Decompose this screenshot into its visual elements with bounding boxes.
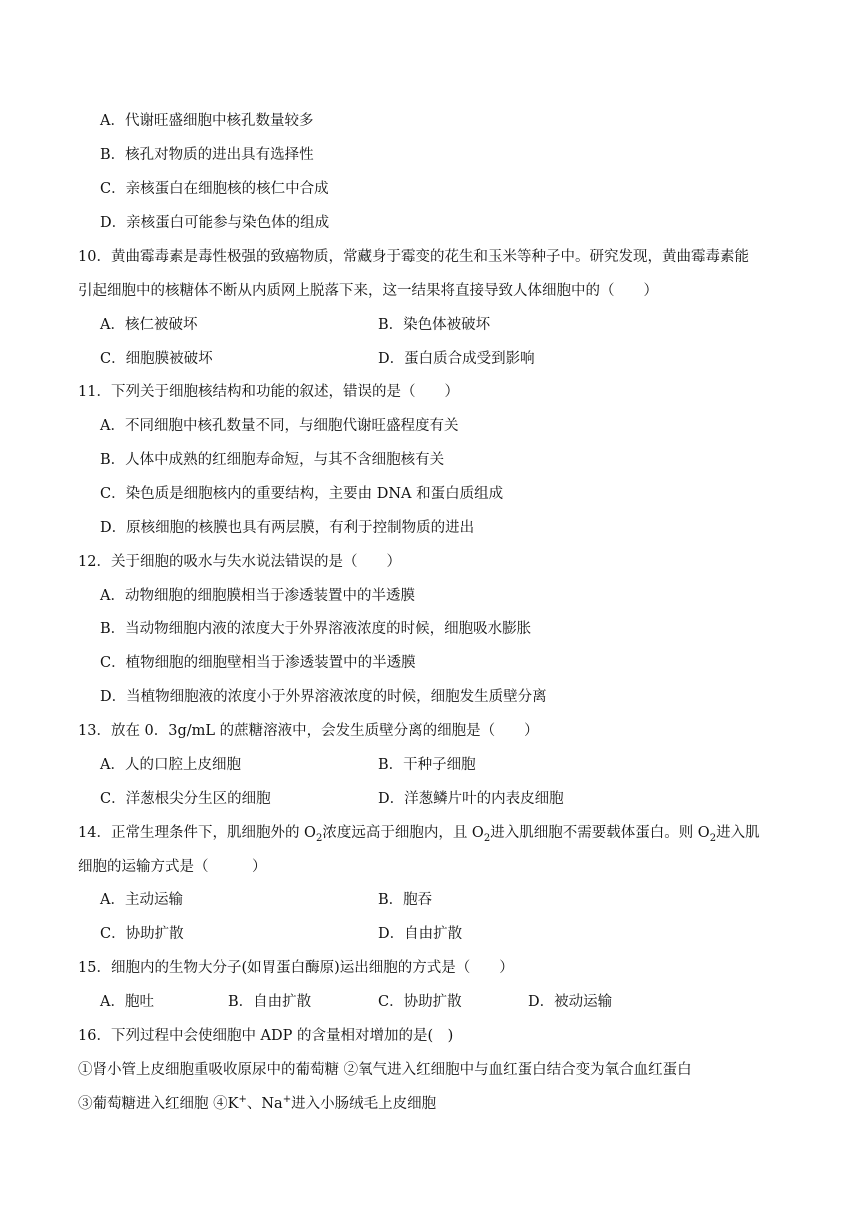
q13-option-c: C．洋葱根尖分生区的细胞	[100, 791, 271, 807]
q9-option-d: D．亲核蛋白可能参与染色体的组成	[100, 215, 330, 231]
q15-option-c: C．协助扩散	[378, 994, 462, 1010]
q16-items-1-2: ①肾小管上皮细胞重吸收原尿中的葡萄糖 ②氧气进入红细胞中与血红蛋白结合变为氧合血红蛋白	[78, 1062, 692, 1078]
q15-option-d: D．被动运输	[528, 994, 613, 1010]
q13-option-b: B．干种子细胞	[378, 757, 476, 773]
q14-text-4: 进入肌	[716, 825, 760, 841]
q10-option-b: B．染色体被破坏	[378, 317, 491, 333]
q9-option-c: C．亲核蛋白在细胞核的核仁中合成	[100, 181, 329, 197]
q14-text-2: 浓度远高于细胞内，且 O	[322, 825, 484, 841]
q14-sub-2: 2	[483, 832, 491, 844]
q15-option-b: B．自由扩散	[228, 994, 312, 1010]
q10-option-a: A．核仁被破坏	[100, 317, 198, 333]
q13-option-d: D．洋葱鳞片叶的内表皮细胞	[378, 791, 564, 807]
q14-text-1: 14．正常生理条件下，肌细胞外的 O	[78, 825, 316, 841]
q12-option-b: B．当动物细胞内液的浓度大于外界溶液浓度的时候，细胞吸水膨胀	[100, 621, 532, 637]
q10-stem-line1: 10．黄曲霉毒素是毒性极强的致癌物质，常藏身于霉变的花生和玉米等种子中。研究发现，黄曲霉毒素能	[78, 249, 749, 265]
q16-sup-2: +	[282, 1094, 292, 1106]
q13-stem: 13．放在 0．3g/mL 的蔗糖溶液中，会发生质壁分离的细胞是（ ）	[78, 723, 539, 739]
q11-option-c: C．染色质是细胞核内的重要结构，主要由 DNA 和蛋白质组成	[100, 486, 504, 502]
q10-option-d: D．蛋白质合成受到影响	[378, 351, 535, 367]
q15-option-a: A．胞吐	[100, 994, 154, 1010]
q16-sup-1: +	[238, 1094, 247, 1106]
q16-text-1: ③葡萄糖进入红细胞 ④K	[78, 1096, 239, 1112]
q16-text-3: 进入小肠绒毛上皮细胞	[291, 1096, 437, 1112]
q15-stem: 15．细胞内的生物大分子(如胃蛋白酶原)运出细胞的方式是（ ）	[78, 960, 514, 976]
q10-option-c: C．细胞膜被破坏	[100, 351, 213, 367]
q12-option-d: D．当植物细胞液的浓度小于外界溶液浓度的时候，细胞发生质壁分离	[100, 689, 547, 705]
q9-option-a: A．代谢旺盛细胞中核孔数量较多	[100, 113, 314, 129]
q16-stem: 16．下列过程中会使细胞中 ADP 的含量相对增加的是( )	[78, 1028, 454, 1044]
q12-option-c: C．植物细胞的细胞壁相当于渗透装置中的半透膜	[100, 655, 416, 671]
q14-option-d: D．自由扩散	[378, 926, 463, 942]
q14-sub-3: 2	[709, 832, 717, 844]
q11-option-b: B．人体中成熟的红细胞寿命短，与其不含细胞核有关	[100, 452, 445, 468]
q14-option-a: A．主动运输	[100, 892, 183, 908]
q12-option-a: A．动物细胞的细胞膜相当于渗透装置中的半透膜	[100, 588, 415, 604]
q14-text-3: 进入肌细胞不需要载体蛋白。则 O	[490, 825, 710, 841]
q11-option-a: A．不同细胞中核孔数量不同，与细胞代谢旺盛程度有关	[100, 418, 459, 434]
q16-text-2: 、Na	[246, 1096, 283, 1112]
q13-option-a: A．人的口腔上皮细胞	[100, 757, 241, 773]
q14-stem-line1	[78, 823, 760, 843]
q14-stem-line2: 细胞的运输方式是（ ）	[78, 859, 267, 875]
q10-stem-line2: 引起细胞中的核糖体不断从内质网上脱落下来，这一结果将直接导致人体细胞中的（ ）	[78, 283, 658, 299]
q16-items-3-4	[78, 1094, 436, 1114]
q14-option-c: C．协助扩散	[100, 926, 184, 942]
q14-sub-1: 2	[315, 832, 323, 844]
q9-option-b: B．核孔对物质的进出具有选择性	[100, 147, 314, 163]
q11-stem: 11．下列关于细胞核结构和功能的叙述，错误的是（ ）	[78, 384, 459, 400]
q12-stem: 12．关于细胞的吸水与失水说法错误的是（ ）	[78, 554, 401, 570]
q11-option-d: D．原核细胞的核膜也具有两层膜，有利于控制物质的进出	[100, 520, 475, 536]
q14-option-b: B．胞吞	[378, 892, 433, 908]
